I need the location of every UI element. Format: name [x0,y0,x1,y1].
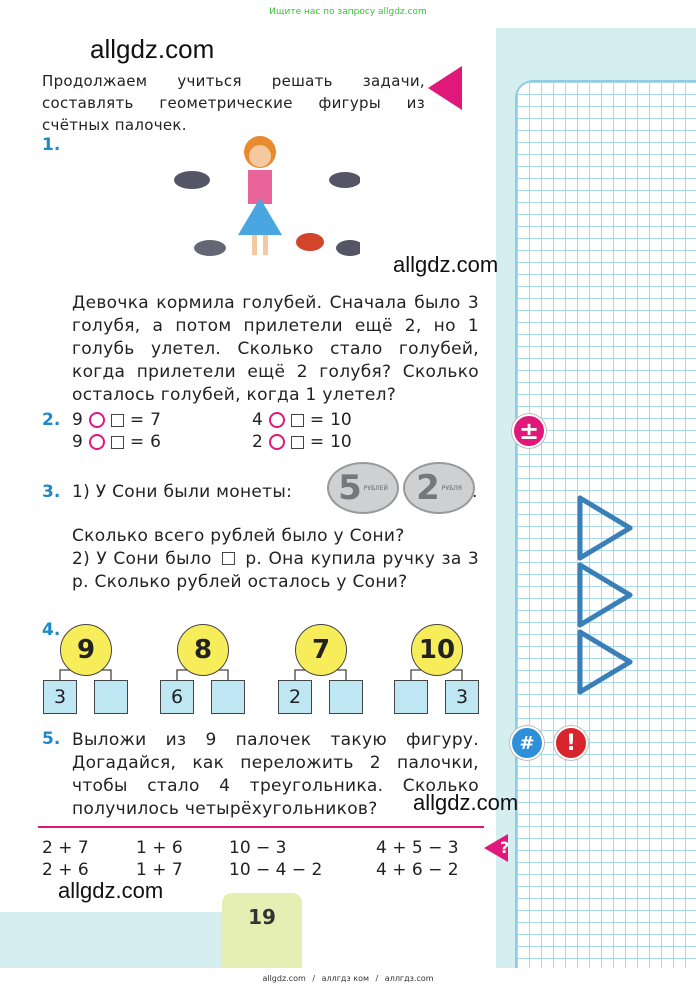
number-box[interactable] [394,680,428,714]
equals-sign: = [129,410,145,430]
task-4-number: 4. [42,620,61,640]
counting-sticks-figure [568,490,648,710]
task-3-line-2: Сколько всего рублей было у Сони? [72,526,405,546]
expression: 10 − 3 [229,838,287,858]
number-circle: 8 [177,624,229,676]
equals-sign: = [309,432,325,452]
task-3-line-3b: р. Она купила ручку за 3 р. Сколько рублей осталось у Сони? [72,549,479,592]
expression: 4 + 6 − 2 [376,860,459,880]
equation-result: 10 [330,432,352,452]
equation-result: 7 [150,410,161,430]
watermark: allgdz.com [393,252,499,277]
equation-result: 10 [330,410,352,430]
equation-number: 9 [72,432,83,452]
equation-number: 2 [252,432,263,452]
separator: / [312,974,316,983]
intro-text: Продолжаем учиться решать задачи, составлять геометрические фигуры из счётных палочек. [42,72,425,134]
number-box[interactable]: 2 [278,680,312,714]
bottom-note [0,974,696,983]
bottom-link[interactable]: allgdz.com [262,974,306,983]
expression: 4 + 5 − 3 [376,838,459,858]
exclamation-icon: ! [554,726,588,760]
expression: 2 + 6 [42,860,89,880]
watermark: allgdz.com [413,790,519,815]
top-note: Ищите нас по запросу allgdz.com [269,7,427,17]
task-3-period: . [472,482,478,502]
task-1-text: Девочка кормила голубей. Сначала было 3 голубя, а потом прилетели ещё 2, но 1 голубь улетел. Сколько стало голубей, когда прилетели ещё 2 голубя? Сколько осталось голубей, когда 1 улетел? [72,293,479,405]
number-box[interactable] [211,680,245,714]
number-circle: 7 [295,624,347,676]
expression: 1 + 6 [136,838,183,858]
question-icon: ? [500,838,510,857]
task-2-number: 2. [42,410,61,430]
task-5-number: 5. [42,729,61,749]
equation-result: 6 [150,432,161,452]
watermark: allgdz.com [58,878,164,903]
expression: 1 + 7 [136,860,183,880]
number-box[interactable]: 3 [445,680,479,714]
task-3-number: 3. [42,482,61,502]
page-number: 19 [248,905,276,929]
watermark: allgdz.com [90,34,215,64]
number-box[interactable] [329,680,363,714]
equation-number: 4 [252,410,263,430]
bottom-link[interactable]: аллгдз ком [321,974,369,983]
grid-icon: # [510,726,544,760]
coin-label: РУБЛЯ [441,484,462,492]
number-circle: 9 [60,624,112,676]
task-3-line-3a: 2) У Сони было [72,549,212,569]
coin-value: 5 [338,468,362,508]
expression: 2 + 7 [42,838,89,858]
number-box[interactable]: 6 [160,680,194,714]
coin-value: 2 [416,468,440,508]
plus-minus-icon: ± [512,414,546,448]
number-circle: 10 [411,624,463,676]
expression: 10 − 4 − 2 [229,860,323,880]
task-3-line-1: 1) У Сони были монеты: [72,482,293,502]
number-box[interactable] [94,680,128,714]
bottom-link[interactable]: аллгдз.com [384,974,434,983]
coin-label: РУБЛЕЙ [363,484,388,492]
equation-number: 9 [72,410,83,430]
number-box[interactable]: 3 [43,680,77,714]
divider-line [38,826,484,828]
task-1-number: 1. [42,135,61,155]
task-5-text: Выложи из 9 палочек такую фигуру. Догадайся, как переложить 2 палочки, чтобы стало 4 треугольника. Сколько получилось четырёхугольников? [72,730,479,819]
equals-sign: = [129,432,145,452]
separator: / [375,974,379,983]
equals-sign: = [309,410,325,430]
